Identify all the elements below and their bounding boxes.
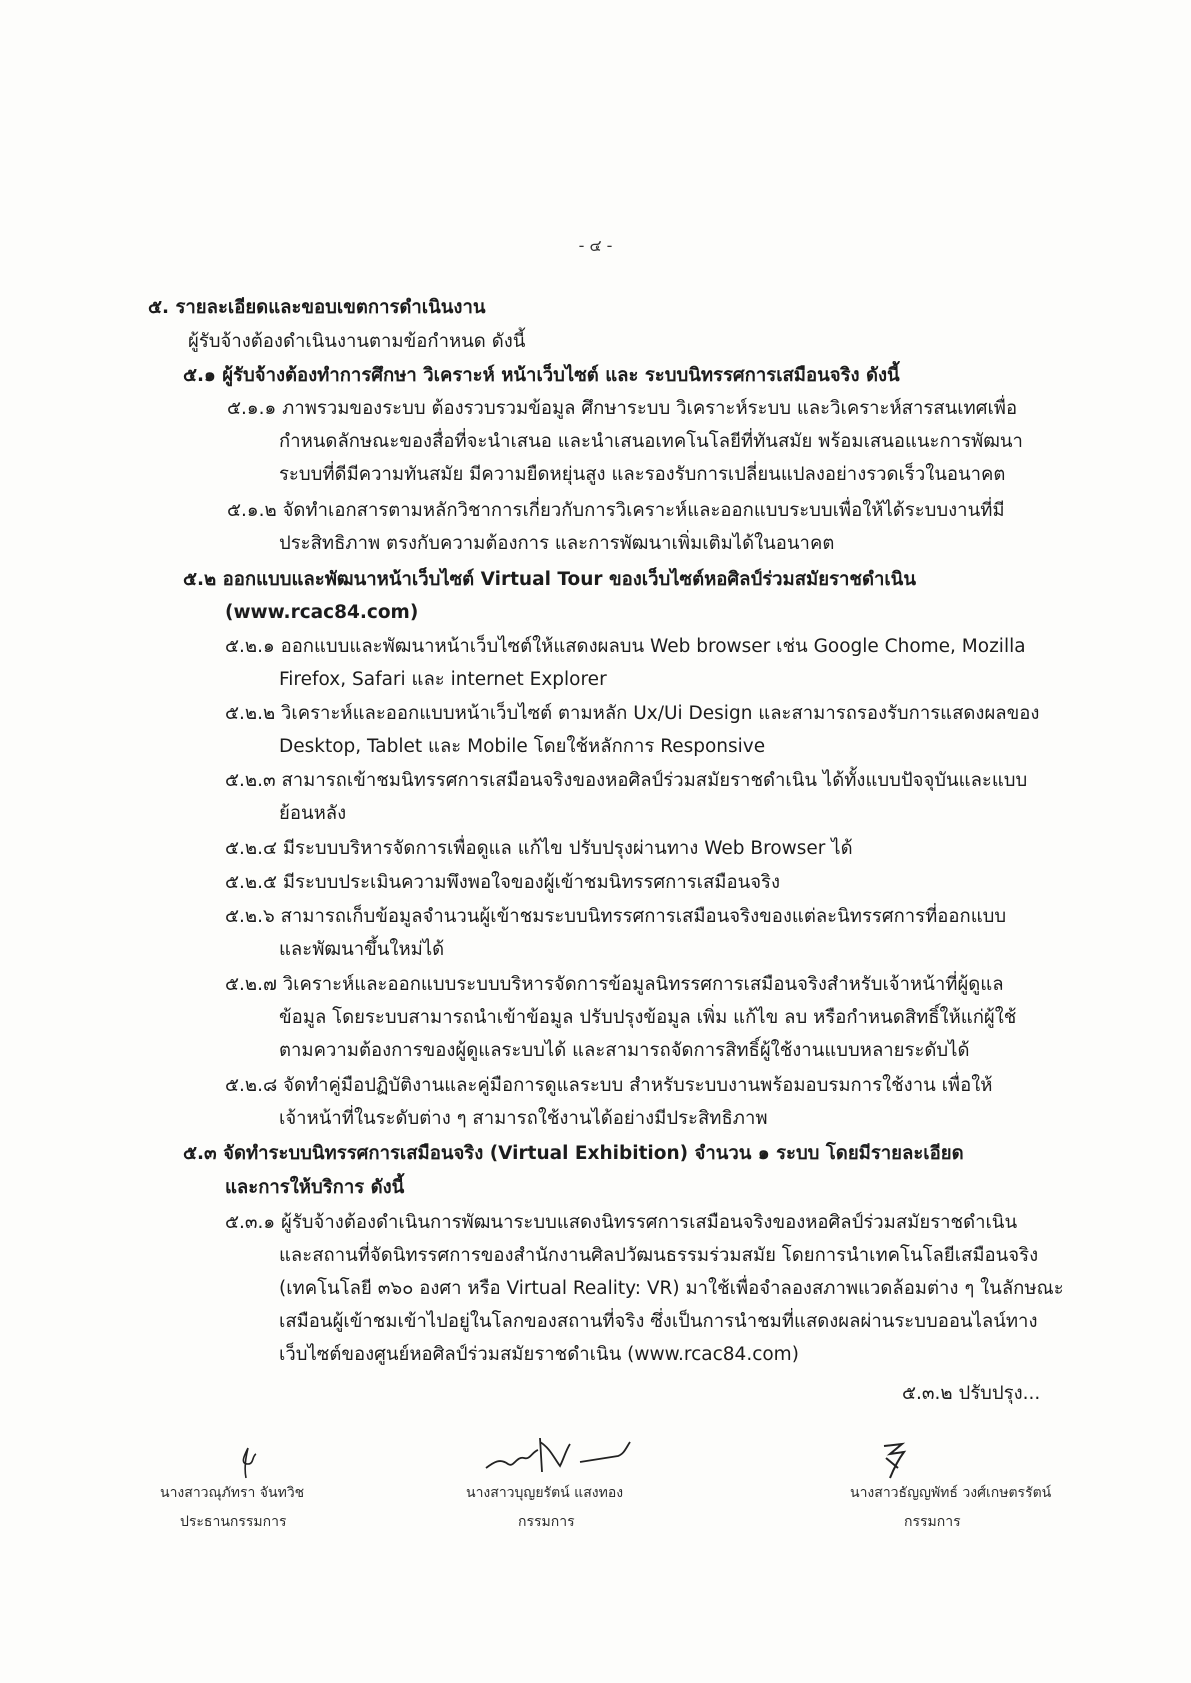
item-5-2-7-line1: ๕.๒.๗ วิเคราะห์และออกแบบระบบบริหารจัดการข้อมูลนิทรรศการเสมือนจริงสำหรับเจ้าหน้าที่ผู้ดูแล — [225, 974, 1004, 995]
item-5-3-1-line2: และสถานที่จัดนิทรรศการของสำนักงานศิลปวัฒนธรรมร่วมสมัย โดยการนำเทคโนโลยีเสมือนจริง — [279, 1245, 1039, 1266]
signatory-name-3: นางสาวธัญญพัทธ์ วงศ์เกษตรรัตน์ — [850, 1485, 1052, 1501]
item-5-1-1-line2: กำหนดลักษณะของสื่อที่จะนำเสนอ และนำเสนอเทคโนโลยีที่ทันสมัย พร้อมเสนอแนะการพัฒนา — [279, 431, 1023, 452]
item-5-2-1-line2: Firefox, Safari และ internet Explorer — [279, 669, 607, 690]
item-5-2-7-line3: ตามความต้องการของผู้ดูแลระบบได้ และสามารถจัดการสิทธิ์ผู้ใช้งานแบบหลายระดับได้ — [279, 1040, 970, 1061]
subsection-heading-5-3-line1: ๕.๓ จัดทำระบบนิทรรศการเสมือนจริง (Virtual Exhibition) จำนวน ๑ ระบบ โดยมีรายละเอียด — [183, 1143, 964, 1164]
item-5-2-6-line2: และพัฒนาขึ้นใหม่ได้ — [279, 939, 445, 960]
item-5-2-6-line1: ๕.๒.๖ สามารถเก็บข้อมูลจำนวนผู้เข้าชมระบบนิทรรศการเสมือนจริงของแต่ละนิทรรศการที่ออกแบบ — [225, 906, 1007, 927]
item-5-1-1-line3: ระบบที่ดีมีความทันสมัย มีความยืดหยุ่นสูง และรองรับการเปลี่ยนแปลงอย่างรวดเร็วในอนาคต — [279, 464, 1006, 485]
section-title: ๕. รายละเอียดและขอบเขตการดำเนินงาน — [148, 297, 486, 318]
item-5-3-1-line4: เสมือนผู้เข้าชมเข้าไปอยู่ในโลกของสถานที่จริง ซึ่งเป็นการนำชมที่แสดงผลผ่านระบบออนไลน์ทาง — [279, 1311, 1038, 1332]
continuation-note: ๕.๓.๒ ปรับปรุง... — [902, 1383, 1041, 1404]
item-5-2-1-line1: ๕.๒.๑ ออกแบบและพัฒนาหน้าเว็บไซต์ให้แสดงผลบน Web browser เช่น Google Chome, Mozilla — [225, 636, 1026, 657]
signatory-role-1: ประธานกรรมการ — [180, 1514, 287, 1530]
item-5-2-2-line1: ๕.๒.๒ วิเคราะห์และออกแบบหน้าเว็บไซต์ ตามหลัก Ux/Ui Design และสามารถรองรับการแสดงผลของ — [225, 703, 1040, 724]
signature-mark-1 — [228, 1442, 268, 1482]
subsection-heading-5-2-line2: (www.rcac84.com) — [225, 602, 419, 623]
item-5-3-1-line1: ๕.๓.๑ ผู้รับจ้างต้องดำเนินการพัฒนาระบบแสดงนิทรรศการเสมือนจริงของหอศิลป์ร่วมสมัยราชดำเนิน — [225, 1212, 1018, 1233]
item-5-2-3-line1: ๕.๒.๓ สามารถเข้าชมนิทรรศการเสมือนจริงของหอศิลป์ร่วมสมัยราชดำเนิน ได้ทั้งแบบปัจจุบันและแบบ — [225, 770, 1028, 791]
item-5-2-3-line2: ย้อนหลัง — [279, 803, 347, 824]
item-5-1-2-line1: ๕.๑.๒ จัดทำเอกสารตามหลักวิชาการเกี่ยวกับการวิเคราะห์และออกแบบระบบเพื่อให้ได้ระบบงานที่มี — [227, 500, 1005, 521]
page-number: - ๔ - — [578, 236, 613, 255]
item-5-3-1-line5: เว็บไซต์ของศูนย์หอศิลป์ร่วมสมัยราชดำเนิน (www.rcac84.com) — [279, 1344, 799, 1365]
item-5-2-8-line1: ๕.๒.๘ จัดทำคู่มือปฏิบัติงานและคู่มือการดูแลระบบ สำหรับระบบงานพร้อมอบรมการใช้งาน เพื่อให้ — [225, 1075, 993, 1096]
section-intro: ผู้รับจ้างต้องดำเนินงานตามข้อกำหนด ดังนี้ — [188, 331, 526, 352]
signatory-role-2: กรรมการ — [518, 1514, 575, 1530]
item-5-2-8-line2: เจ้าหน้าที่ในระดับต่าง ๆ สามารถใช้งานได้อย่างมีประสิทธิภาพ — [279, 1108, 768, 1129]
signatory-role-3: กรรมการ — [904, 1514, 961, 1530]
item-5-2-2-line2: Desktop, Tablet และ Mobile โดยใช้หลักการ Responsive — [279, 736, 766, 757]
item-5-1-1-line1: ๕.๑.๑ ภาพรวมของระบบ ต้องรวบรวมข้อมูล ศึกษาระบบ วิเคราะห์ระบบ และวิเคราะห์สารสนเทศเพื่อ — [227, 398, 1018, 419]
subsection-heading-5-1: ๕.๑ ผู้รับจ้างต้องทำการศึกษา วิเคราะห์ หน้าเว็บไซต์ และ ระบบนิทรรศการเสมือนจริง ดังนี้ — [183, 365, 900, 386]
item-5-3-1-line3: (เทคโนโลยี ๓๖๐ องศา หรือ Virtual Reality: VR) มาใช้เพื่อจำลองสภาพแวดล้อมต่าง ๆ ในลักษณะ — [279, 1278, 1064, 1299]
signatory-name-2: นางสาวบุญยรัตน์ แสงทอง — [466, 1485, 624, 1501]
signatory-name-1: นางสาวณุภัทรา จันทวิช — [160, 1485, 305, 1501]
signature-mark-2 — [480, 1428, 640, 1480]
subsection-heading-5-2-line1: ๕.๒ ออกแบบและพัฒนาหน้าเว็บไซต์ Virtual Tour ของเว็บไซต์หอศิลป์ร่วมสมัยราชดำเนิน — [183, 569, 916, 590]
item-5-2-4: ๕.๒.๔ มีระบบบริหารจัดการเพื่อดูแล แก้ไข ปรับปรุงผ่านทาง Web Browser ได้ — [225, 838, 853, 859]
item-5-1-2-line2: ประสิทธิภาพ ตรงกับความต้องการ และการพัฒนาเพิ่มเติมได้ในอนาคต — [279, 533, 835, 554]
item-5-2-5: ๕.๒.๕ มีระบบประเมินความพึงพอใจของผู้เข้าชมนิทรรศการเสมือนจริง — [225, 872, 781, 893]
subsection-heading-5-3-line2: และการให้บริการ ดังนี้ — [225, 1177, 405, 1198]
item-5-2-7-line2: ข้อมูล โดยระบบสามารถนำเข้าข้อมูล ปรับปรุงข้อมูล เพิ่ม แก้ไข ลบ หรือกำหนดสิทธิ์ให้แก่ผู้ใช้ — [279, 1007, 1017, 1028]
signature-mark-3 — [876, 1438, 912, 1482]
